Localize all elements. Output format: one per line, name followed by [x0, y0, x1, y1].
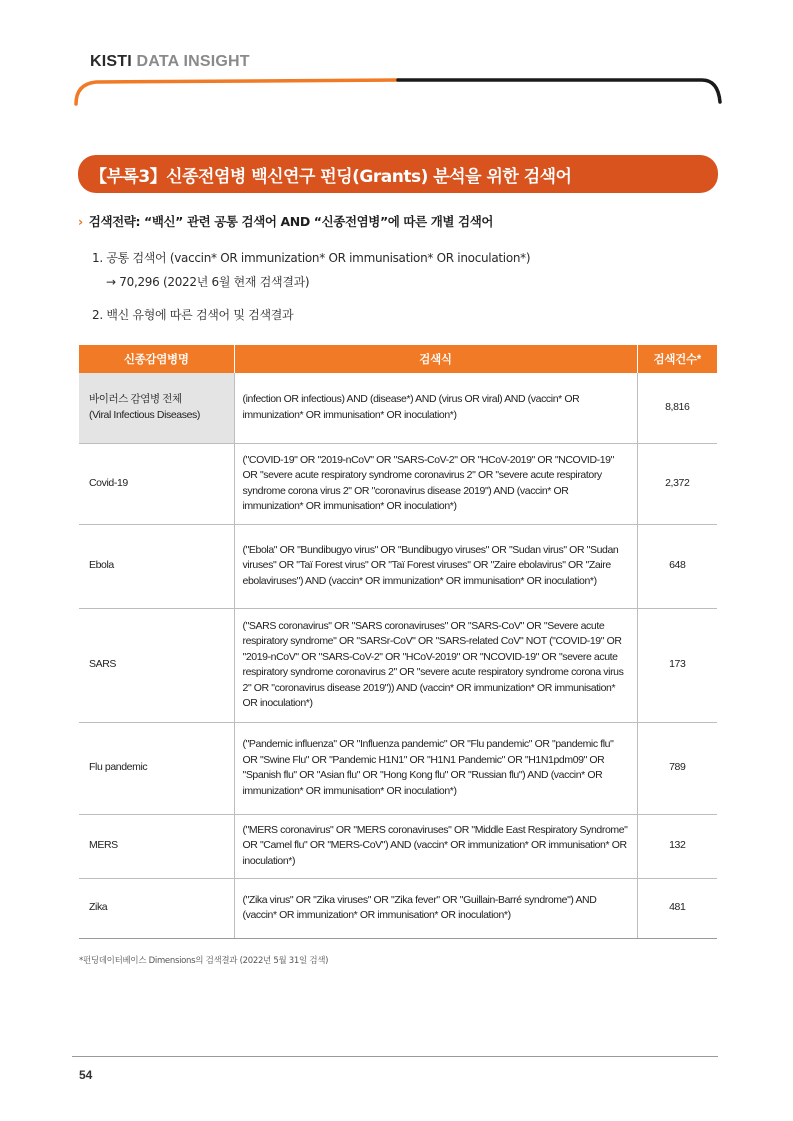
count-cell: 2,372: [637, 443, 717, 524]
disease-name-ko: 바이러스 감염병 전체: [89, 393, 182, 406]
disease-cell: Zika: [79, 878, 234, 938]
search-strategy: [78, 212, 493, 230]
table-row: [79, 814, 717, 878]
brand-strong: KISTI: [90, 53, 132, 70]
table-row: [79, 608, 717, 722]
query-cell: ("MERS coronavirus" OR "MERS coronaviruses" OR "Middle East Respiratory Syndrome" OR "Camel flu" OR "MERS-CoV") AND (vaccin* OR immunization* OR immunisation* OR inoculation*): [234, 814, 637, 878]
footer-divider: [72, 1056, 718, 1057]
count-cell: 789: [637, 722, 717, 814]
section-title: 【부록3】신종전염병 백신연구 펀딩(Grants) 분석을 위한 검색어: [90, 166, 572, 187]
disease-cell: Flu pandemic: [79, 722, 234, 814]
common-query-item: 1. 공통 검색어 (vaccin* OR immunization* OR immunisation* OR inoculation*): [92, 251, 531, 265]
disease-cell: [79, 373, 234, 443]
count-cell: 481: [637, 878, 717, 938]
table-row: [79, 524, 717, 608]
table-header-row: [79, 345, 717, 373]
query-cell: ("COVID-19" OR "2019-nCoV" OR "SARS-CoV-2" OR "HCoV-2019" OR "NCOVID-19" OR "severe acute respiratory syndrome coronavirus 2" OR "severe acute respiratory syndrome corona virus 2" OR "coronavirus disease 2019") AND (vaccin* OR immunization* OR immunisation* OR inoculation*): [234, 443, 637, 524]
table-row: [79, 878, 717, 938]
brand-light: DATA INSIGHT: [136, 53, 250, 70]
search-strategy-text: 검색전략: “백신” 관련 공통 검색어 AND “신종전염병”에 따른 개별 검색어: [88, 214, 494, 229]
common-query-result: → 70,296 (2022년 6월 현재 검색결과): [106, 275, 310, 289]
chevron-right-icon: ›: [78, 214, 83, 229]
search-query-table: [79, 345, 717, 939]
page-number: 54: [79, 1068, 93, 1082]
table-row: [79, 373, 717, 443]
disease-cell: MERS: [79, 814, 234, 878]
count-cell: 132: [637, 814, 717, 878]
section-title-bar: [78, 155, 718, 193]
header-disease: 신종감염병명: [79, 345, 234, 373]
count-cell: 173: [637, 608, 717, 722]
table-footnote: *펀딩데이터베이스 Dimensions의 검색결과 (2022년 5월 31일 검색): [79, 956, 329, 966]
header-count: 검색건수*: [637, 345, 717, 373]
header-query: 검색식: [234, 345, 637, 373]
query-cell: ("Zika virus" OR "Zika viruses" OR "Zika fever" OR "Guillain-Barré syndrome") AND (vaccin* OR immunization* OR immunisation* OR inoculation*): [234, 878, 637, 938]
table-row: [79, 443, 717, 524]
disease-cell: Covid-19: [79, 443, 234, 524]
query-cell: (infection OR infectious) AND (disease*) AND (virus OR viral) AND (vaccin* OR immunization* OR immunisation* OR inoculation*): [234, 373, 637, 443]
query-cell: ("Ebola" OR "Bundibugyo virus" OR "Bundibugyo viruses" OR "Sudan virus" OR "Sudan viruses" OR "Taï Forest virus" OR "Taï Forest viruses" OR "Zaire ebolavirus" OR "Zaire ebolaviruses") AND (vaccin* OR immunization* OR immunisation* OR inoculation*): [234, 524, 637, 608]
disease-cell: Ebola: [79, 524, 234, 608]
disease-cell: SARS: [79, 608, 234, 722]
query-cell: ("Pandemic influenza" OR "Influenza pandemic" OR "Flu pandemic" OR "pandemic flu" OR "Swine Flu" OR "Pandemic H1N1" OR "H1N1 Pandemic" OR "H1N1pdm09" OR "Spanish flu" OR "Asian flu" OR "Hong Kong flu" OR "Russian flu") AND (vaccin* OR immunization* OR immunisation* OR inoculation*): [234, 722, 637, 814]
vaccine-type-item: 2. 백신 유형에 따른 검색어 및 검색결과: [92, 308, 294, 322]
query-cell: ("SARS coronavirus" OR "SARS coronaviruses" OR "SARS-CoV" OR "Severe acute respiratory syndrome" OR "SARSr-CoV" OR "SARS-related CoV" NOT ("COVID-19" OR "2019-nCoV" OR "SARS-CoV-2" OR "HCoV-2019" OR "NCOVID-19" OR "severe acute respiratory syndrome coronavirus 2" OR "severe acute respiratory syndrome corona virus 2" OR "coronavirus disease 2019")) AND (vaccin* OR immunization* OR immunisation* OR inoculation*): [234, 608, 637, 722]
count-cell: 648: [637, 524, 717, 608]
table-row: [79, 722, 717, 814]
count-cell: 8,816: [637, 373, 717, 443]
disease-name: (Viral Infectious Diseases): [89, 408, 200, 421]
header-curve-decoration: [0, 0, 793, 110]
